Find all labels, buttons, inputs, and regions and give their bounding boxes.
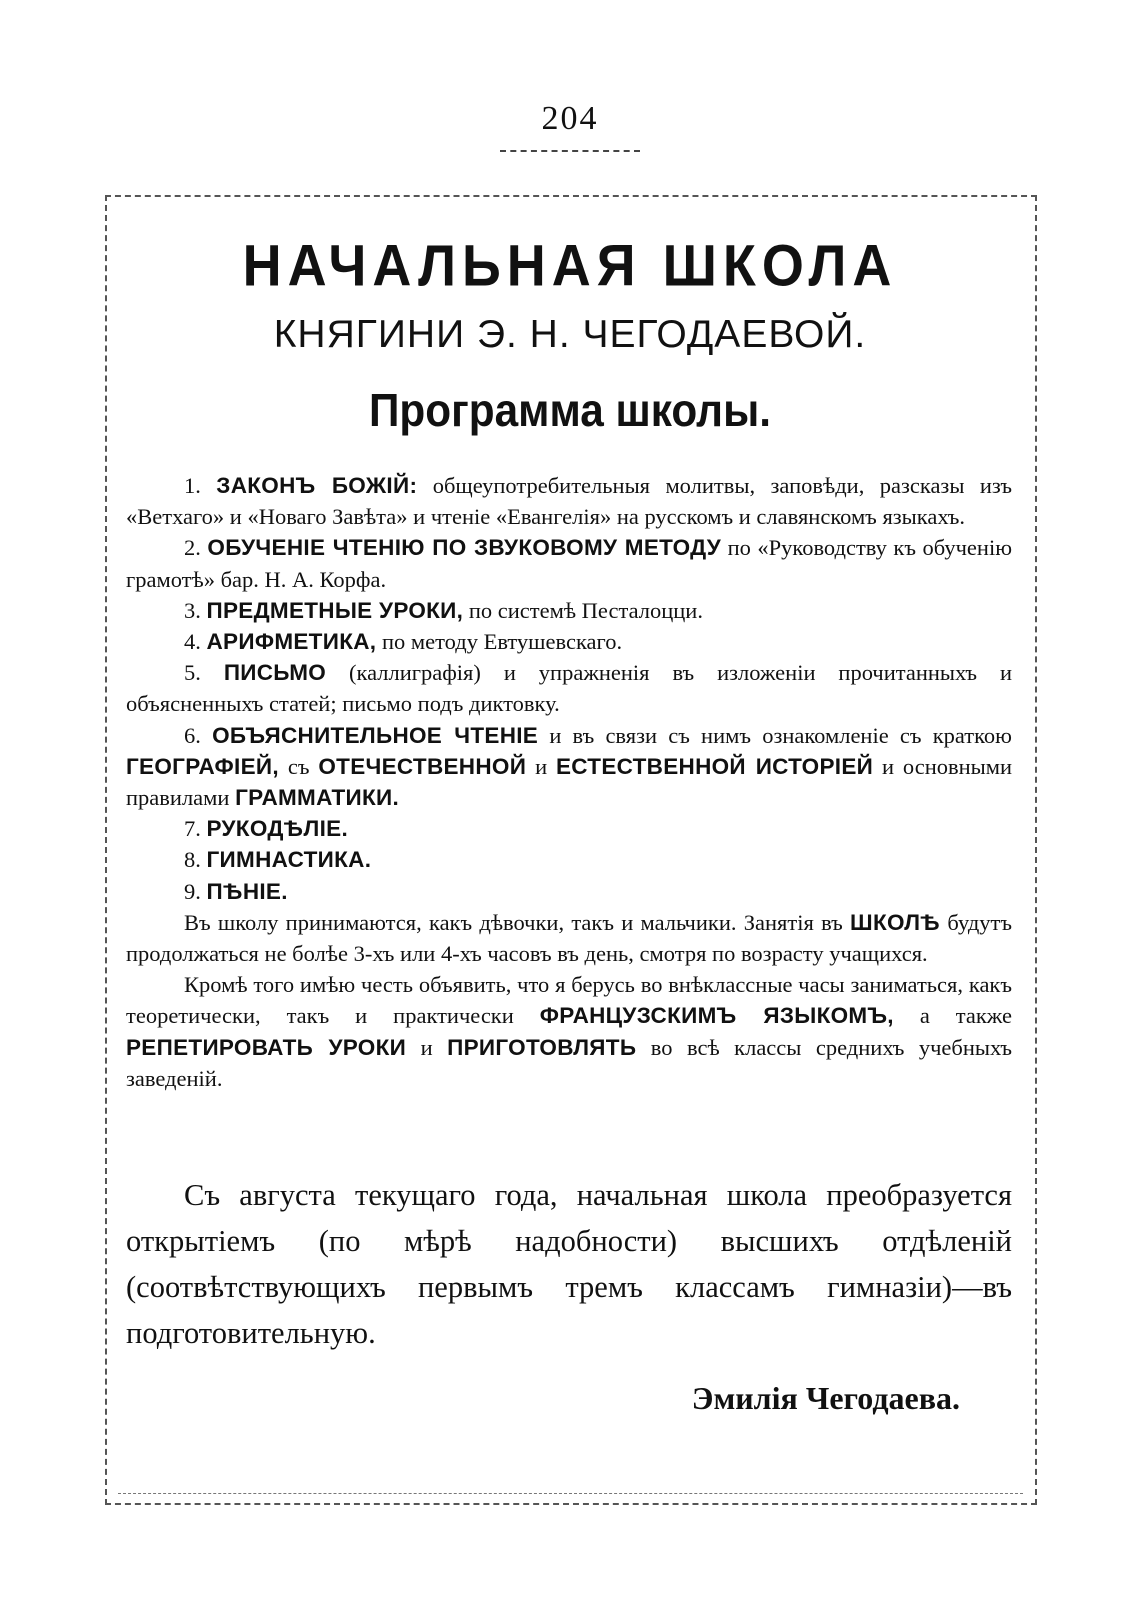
subject-description: (каллиграфiя) и упражненiя въ изложенiи прочитанныхъ и объясненныхъ статей; письмо подъ диктовку. xyxy=(126,660,1013,717)
announcement: Съ августа текущаго года, начальная школа преобразуется открытiемъ (по мѣрѣ надобности) высшихъ отдѣленiй (соотвѣтствующихъ первымъ тремъ классамъ гимназiи)—въ подготовительную. xyxy=(126,1178,1012,1350)
subject-name: РУКОДѢЛIЕ. xyxy=(206,816,349,842)
page-number: 204 xyxy=(541,100,599,137)
subject-name: ЗАКОНЪ БОЖIЙ: xyxy=(216,473,418,498)
program-item xyxy=(126,595,1012,626)
subject-description: по системѣ Песталоцци. xyxy=(468,597,703,623)
paragraph-text: а также xyxy=(919,1003,1013,1029)
paragraph-text: во всѣ классы среднихъ учебныхъ заведенiй. xyxy=(126,1034,1013,1091)
item-number: 7. xyxy=(184,816,201,842)
program-item xyxy=(126,844,1012,875)
subject-name: ГРАММАТИКИ. xyxy=(235,785,400,811)
subject-description: общеупотребительныя молитвы, заповѣди, разсказы изъ «Ветхаго» и «Новаго Завѣта» и чтенiе «Евангелiя» на русскомъ и славянскомъ языкахъ. xyxy=(126,473,1013,530)
subject-name: АРИФМЕТИКА, xyxy=(206,629,377,655)
keyword: РЕПЕТИРОВАТЬ УРОКИ xyxy=(126,1034,407,1060)
program-item xyxy=(126,532,1012,594)
subject-name: ПРЕДМЕТНЫЕ УРОКИ, xyxy=(206,597,464,623)
subject-description: и xyxy=(535,753,548,779)
paragraph-text: Кромѣ того имѣю честь объявить, что я берусь во внѣклассные часы заниматься, какъ теоретически, такъ и практически xyxy=(126,972,1012,1029)
subject-name: ОБЪЯСНИТЕЛЬНОЕ ЧТЕНIЕ xyxy=(212,722,539,748)
program-item xyxy=(126,876,1012,907)
item-number: 6. xyxy=(184,722,201,748)
keyword: ФРАНЦУЗСКИМЪ ЯЗЫКОМЪ, xyxy=(539,1003,894,1029)
keyword: ПРИГОТОВЛЯТЬ xyxy=(447,1034,637,1060)
item-number: 3. xyxy=(184,597,201,623)
subject-name: ОБУЧЕНIЕ ЧТЕНIЮ ПО ЗВУКОВОМУ МЕТОДУ xyxy=(207,535,722,561)
subject-name: ОТЕЧЕСТВЕННОЙ xyxy=(318,753,527,779)
program-title: Программа школы. xyxy=(369,384,771,436)
subject-name: ЕСТЕСТВЕННОЙ ИСТОРIЕЙ xyxy=(556,753,874,779)
item-number: 5. xyxy=(184,660,201,686)
school-owner: КНЯГИНИ Э. Н. ЧЕГОДАЕВОЙ. xyxy=(273,313,867,356)
subject-name: ГИМНАСТИКА. xyxy=(206,847,372,873)
subject-description: по методу Евтушевскаго. xyxy=(381,629,623,655)
program-item xyxy=(126,720,1012,814)
signature: Эмилiя Чегодаева. xyxy=(691,1380,960,1416)
item-number: 9. xyxy=(184,878,201,904)
program-item xyxy=(126,470,1012,532)
extra-lessons-paragraph xyxy=(126,969,1012,1094)
subject-name: ГЕОГРАФIЕЙ, xyxy=(126,753,279,779)
program-item xyxy=(126,626,1012,657)
page-number-rule xyxy=(500,150,640,152)
subject-description: съ xyxy=(287,753,310,779)
subject-name: ПИСЬМО xyxy=(223,660,327,686)
paragraph-text: и xyxy=(420,1034,433,1060)
subject-name: ПѢНIЕ. xyxy=(206,878,288,904)
item-number: 2. xyxy=(184,535,201,561)
program-list xyxy=(126,470,1012,1094)
program-item xyxy=(126,657,1012,719)
paragraph-text: Въ школу принимаются, какъ дѣвочки, такъ и мальчики. Занятiя въ xyxy=(184,909,843,935)
keyword: ШКОЛѢ xyxy=(850,909,941,935)
subject-description: по «Руководству къ обученiю грамотѣ» бар. Н. А. Корфа. xyxy=(126,535,1013,592)
subject-description: и въ связи съ нимъ ознакомленiе съ краткою xyxy=(549,722,1012,748)
school-title: НАЧАЛЬНАЯ ШКОЛА xyxy=(242,233,898,299)
subject-description: и основными правилами xyxy=(126,753,1013,811)
program-item xyxy=(126,813,1012,844)
paragraph-text: будутъ продолжаться не болѣе 3-хъ или 4-хъ часовъ въ день, смотря по возрасту учащихся. xyxy=(126,909,1013,967)
frame-bottom-rule xyxy=(118,1493,1023,1494)
admission-paragraph xyxy=(126,907,1012,969)
item-number: 1. xyxy=(184,473,201,498)
item-number: 4. xyxy=(184,629,201,655)
item-number: 8. xyxy=(184,847,201,873)
